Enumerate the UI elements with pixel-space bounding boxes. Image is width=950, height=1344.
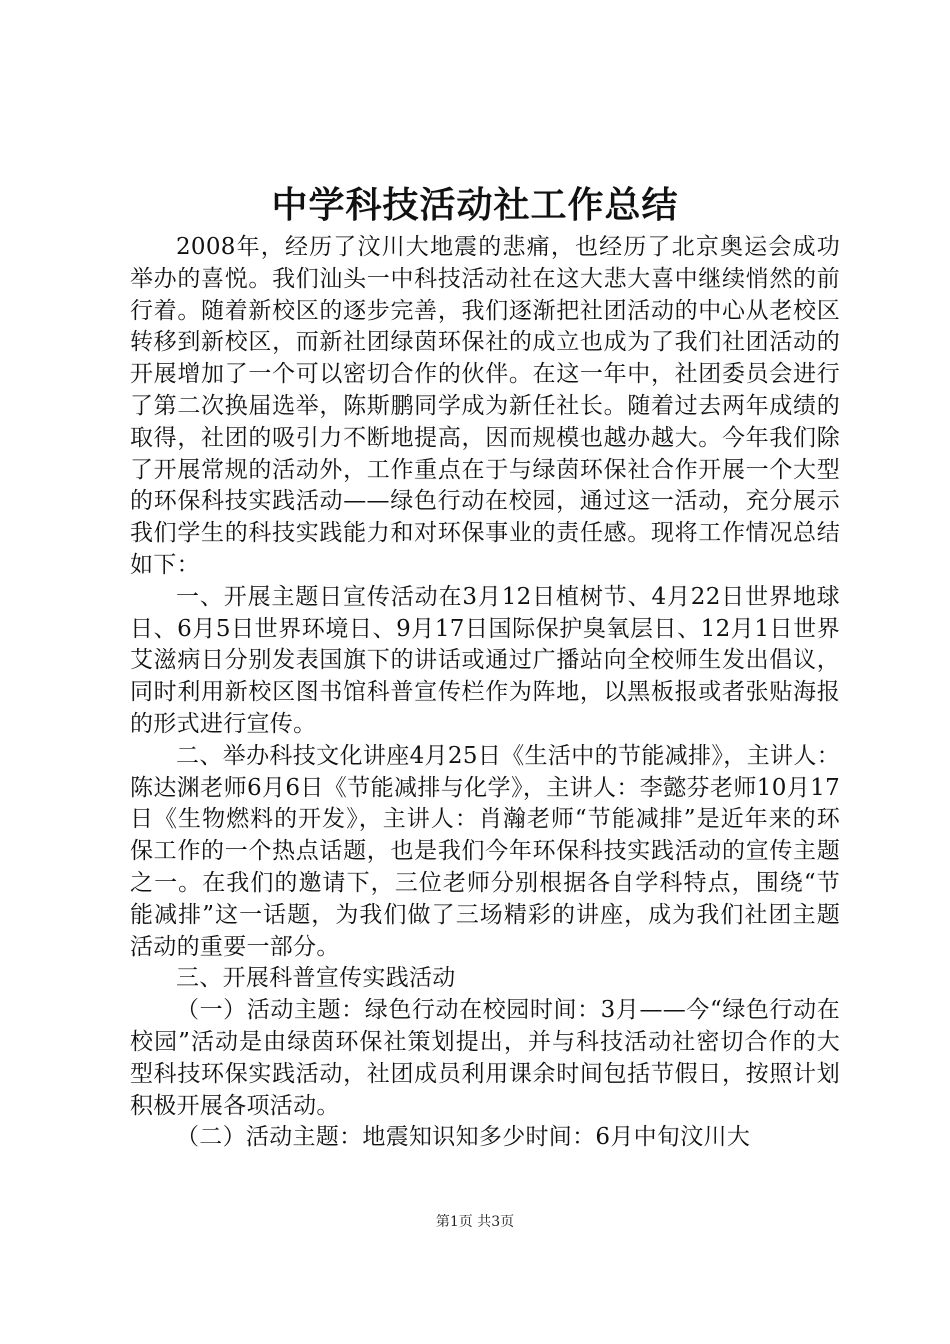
page-footer	[0, 1212, 950, 1232]
paragraph-section-1: 一、开展主题日宣传活动在3月12日植树节、4月22日世界地球日、6月5日世界环境日、9月17日国际保护臭氧层日、12月1日世界艾滋病日分别发表国旗下的讲话或通过广播站向全校师生发出倡议，同时利用新校区图书馆科普宣传栏作为阵地，以黑板报或者张贴海报的形式进行宣传。	[130, 583, 840, 737]
document-body	[130, 232, 840, 1154]
paragraph-intro: 2008年，经历了汶川大地震的悲痛，也经历了北京奥运会成功举办的喜悦。我们汕头一中科技活动社在这大悲大喜中继续悄然的前行着。随着新校区的逐步完善，我们逐渐把社团活动的中心从老校区转移到新校区，而新社团绿茵环保社的成立也成为了我们社团活动的开展增加了一个可以密切合作的伙伴。在这一年中，社团委员会进行了第二次换届选举，陈斯鹏同学成为新任社长。随着过去两年成绩的取得，社团的吸引力不断地提高，因而规模也越办越大。今年我们除了开展常规的活动外，工作重点在于与绿茵环保社合作开展一个大型的环保科技实践活动——绿色行动在校园，通过这一活动，充分展示我们学生的科技实践能力和对环保事业的责任感。现将工作情况总结如下：	[130, 234, 840, 578]
paragraph-section-3-heading: 三、开展科普宣传实践活动	[176, 965, 456, 992]
page-number-indicator: 第1页 共3页	[435, 1214, 515, 1230]
paragraph-subsection-2: （二）活动主题：地震知识知多少时间：6月中旬汶川大	[176, 1124, 751, 1151]
document-title: 中学科技活动社工作总结	[271, 185, 679, 226]
paragraph-subsection-1: （一）活动主题：绿色行动在校园时间：3月——今“绿色行动在校园”活动是由绿茵环保社策划提出，并与科技活动社密切合作的大型科技环保实践活动，社团成员利用课余时间包括节假日，按照计划积极开展各项活动。	[130, 997, 840, 1119]
paragraph-section-2: 二、举办科技文化讲座4月25日《生活中的节能减排》，主讲人：陈达渊老师6月6日《节能减排与化学》，主讲人：李懿芬老师10月17日《生物燃料的开发》，主讲人：肖瀚老师“节能减排”是近年来的环保工作的一个热点话题，也是我们今年环保科技实践活动的宣传主题之一。在我们的邀请下，三位老师分别根据各自学科特点，围绕“节能减排”这一话题，为我们做了三场精彩的讲座，成为我们社团主题活动的重要一部分。	[130, 742, 840, 960]
